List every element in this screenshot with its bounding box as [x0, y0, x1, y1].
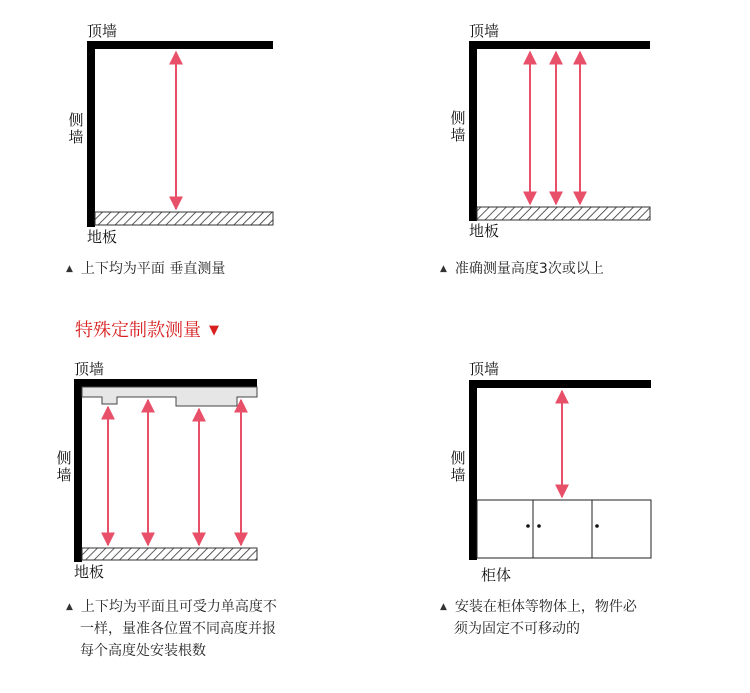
side-wall-label: 侧墙 — [56, 449, 72, 484]
floor-label: 地板 — [87, 228, 118, 246]
floor-hatch — [95, 212, 273, 225]
ceiling-wall — [469, 41, 650, 49]
cabinet-knob — [595, 524, 599, 528]
panel-uneven-ceiling — [74, 379, 257, 562]
cabinet-knob — [537, 524, 541, 528]
cabinet-knob — [526, 524, 530, 528]
floor-hatch — [477, 207, 650, 220]
floor-hatch — [82, 548, 257, 560]
caption: ▲ 上下均为平面 垂直测量 — [66, 258, 225, 280]
ceiling-label: 顶墙 — [74, 360, 105, 378]
cabinet-label: 柜体 — [481, 566, 512, 584]
special-title: 特殊定制款测量 ▼ — [75, 320, 219, 341]
side-wall — [469, 41, 477, 221]
panel-on-cabinet — [469, 380, 651, 560]
ceiling-wall — [87, 41, 273, 49]
side-wall — [74, 379, 82, 562]
up-triangle-icon: ▲ — [66, 264, 73, 274]
ceiling-label: 顶墙 — [469, 360, 500, 378]
ceiling-label: 顶墙 — [87, 22, 118, 40]
side-wall-label: 侧墙 — [450, 449, 466, 484]
caption: ▲ 安装在柜体等物体上，物件必 须为固定不可移动的 — [440, 596, 637, 640]
up-triangle-icon: ▲ — [440, 602, 447, 612]
panel-measure-three-times — [469, 41, 650, 221]
up-triangle-icon: ▲ — [440, 264, 447, 274]
side-wall-label: 侧墙 — [68, 111, 84, 146]
caption: ▲ 准确测量高度3次或以上 — [440, 258, 604, 280]
down-triangle-icon: ▼ — [209, 323, 219, 338]
up-triangle-icon: ▲ — [66, 602, 73, 612]
floor-label: 地板 — [469, 222, 500, 240]
ceiling-wall — [469, 380, 651, 388]
side-wall — [469, 380, 477, 560]
floor-label: 地板 — [74, 563, 105, 581]
uneven-ceiling-block — [82, 387, 257, 406]
side-wall — [87, 41, 95, 227]
caption: ▲ 上下均为平面且可受力单高度不 一样，量准各位置不同高度并报 每个高度处安装根数 — [66, 596, 277, 662]
cabinet — [477, 500, 651, 558]
side-wall-label: 侧墙 — [450, 109, 466, 144]
ceiling-wall — [74, 379, 257, 387]
ceiling-label: 顶墙 — [469, 22, 500, 40]
panel-flat-vertical — [87, 41, 273, 227]
